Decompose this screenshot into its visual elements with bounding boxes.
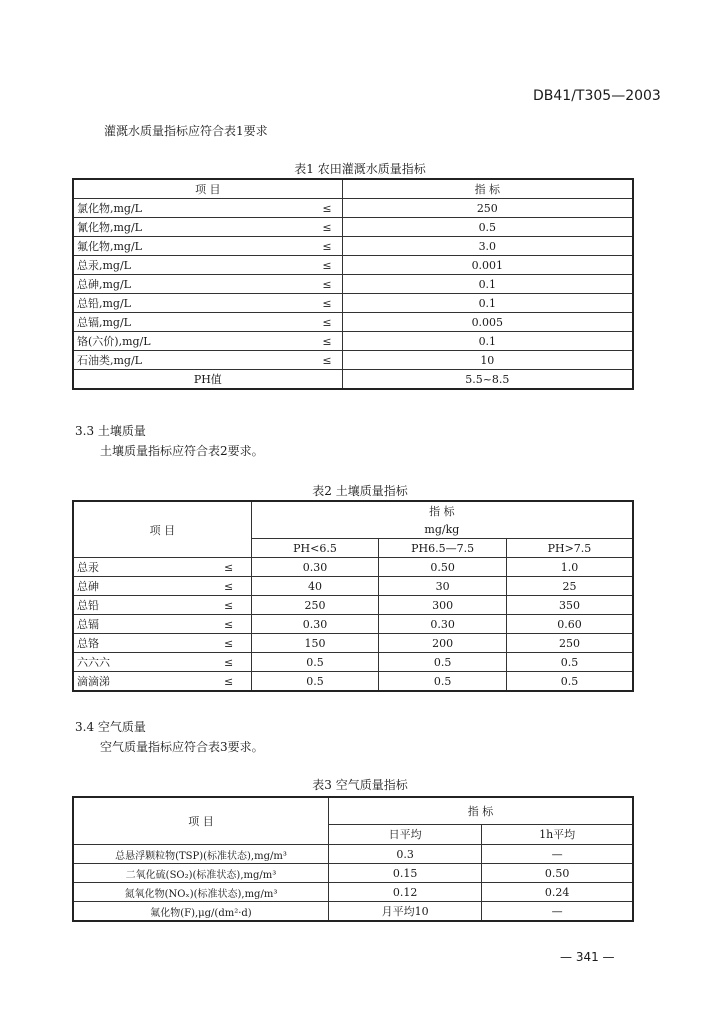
- cell-item: 总悬浮颗粒物(TSP)(标准状态),mg/m³: [73, 845, 328, 864]
- table-row: [73, 199, 633, 218]
- cell-sym: ≤: [312, 199, 342, 218]
- table-row: [73, 351, 633, 370]
- table2-caption: 表2 土壤质量指标: [312, 484, 408, 498]
- water-intro: 灌溉水质量指标应符合表1要求: [104, 124, 268, 138]
- table-row: [73, 883, 633, 902]
- air-intro: 空气质量指标应符合表3要求。: [100, 740, 264, 754]
- table1-header: [73, 179, 633, 199]
- cell-value: 0.12: [328, 883, 481, 902]
- table2-col-ph-mid: PH6.5—7.5: [379, 539, 507, 558]
- table-row: [73, 313, 633, 332]
- table-row: [73, 275, 633, 294]
- table-row: [73, 902, 633, 922]
- soil-intro: 土壤质量指标应符合表2要求。: [100, 444, 264, 458]
- table-row: [73, 370, 633, 390]
- table2-unit: mg/kg: [251, 520, 633, 539]
- cell-item: 总铅,mg/L: [73, 294, 312, 313]
- cell-value: 0.15: [328, 864, 481, 883]
- cell-sym: ≤: [312, 218, 342, 237]
- cell-item: 氟化物,mg/L: [73, 237, 312, 256]
- cell-item: 总砷,mg/L: [73, 275, 312, 294]
- cell-value: 40: [251, 577, 379, 596]
- cell-value: 0.50: [379, 558, 507, 577]
- cell-value: 5.5~8.5: [342, 370, 633, 390]
- cell-value: 10: [342, 351, 633, 370]
- cell-sym: ≤: [206, 615, 251, 634]
- cell-value: 0.24: [482, 883, 633, 902]
- cell-sym: ≤: [312, 237, 342, 256]
- cell-sym: ≤: [312, 351, 342, 370]
- cell-item: 六六六: [73, 653, 206, 672]
- cell-value: 0.5: [251, 653, 379, 672]
- air-heading: 3.4 空气质量: [75, 720, 146, 734]
- table1: [72, 178, 634, 390]
- cell-value: 0.1: [342, 294, 633, 313]
- table-row: [73, 256, 633, 275]
- cell-value: 0.30: [379, 615, 507, 634]
- cell-item: 氰化物,mg/L: [73, 218, 312, 237]
- cell-value: 0.1: [342, 332, 633, 351]
- table-row: [73, 615, 633, 634]
- cell-value: 0.005: [342, 313, 633, 332]
- table-row: [73, 653, 633, 672]
- cell-value: 25: [506, 577, 633, 596]
- cell-item: 总汞,mg/L: [73, 256, 312, 275]
- cell-sym: ≤: [206, 558, 251, 577]
- cell-item: 总铬: [73, 634, 206, 653]
- cell-item: 总镉: [73, 615, 206, 634]
- cell-value: 200: [379, 634, 507, 653]
- table2-col-ph-low: PH<6.5: [251, 539, 379, 558]
- cell-sym: ≤: [312, 313, 342, 332]
- cell-value: 30: [379, 577, 507, 596]
- cell-sym: ≤: [312, 256, 342, 275]
- document-code: DB41/T305—2003: [533, 88, 661, 104]
- table3-caption: 表3 空气质量指标: [312, 778, 408, 792]
- table-row: [73, 634, 633, 653]
- table3-header-row1: [73, 797, 633, 824]
- cell-sym: ≤: [312, 275, 342, 294]
- cell-sym: ≤: [206, 577, 251, 596]
- table2: [72, 500, 634, 692]
- cell-value: 300: [379, 596, 507, 615]
- table1-caption: 表1 农田灌溉水质量指标: [294, 162, 426, 176]
- cell-item: 氟化物(F),μg/(dm²·d): [73, 902, 328, 922]
- table2-col-ph-high: PH>7.5: [506, 539, 633, 558]
- table3-col-value-title: 指 标: [328, 797, 633, 824]
- cell-value: 0.001: [342, 256, 633, 275]
- cell-item: 滴滴涕: [73, 672, 206, 692]
- cell-value: 0.30: [251, 615, 379, 634]
- cell-value: 0.50: [482, 864, 633, 883]
- table-row: [73, 596, 633, 615]
- cell-value: 0.5: [251, 672, 379, 692]
- soil-heading: 3.3 土壤质量: [75, 424, 146, 438]
- cell-value: 3.0: [342, 237, 633, 256]
- table2-header-row1: [73, 501, 633, 520]
- cell-sym: ≤: [206, 672, 251, 692]
- cell-value: 0.5: [506, 672, 633, 692]
- table-row: [73, 294, 633, 313]
- cell-value: 0.5: [379, 672, 507, 692]
- table-row: [73, 218, 633, 237]
- table1-col-item: 项 目: [73, 179, 342, 199]
- table-row: [73, 864, 633, 883]
- cell-value: 250: [506, 634, 633, 653]
- table-row: [73, 672, 633, 692]
- table3-col-daily: 日平均: [328, 824, 481, 844]
- cell-sym: ≤: [206, 634, 251, 653]
- table2-col-item: 项 目: [73, 501, 251, 558]
- table-row: [73, 332, 633, 351]
- cell-value: 0.30: [251, 558, 379, 577]
- cell-item: 总汞: [73, 558, 206, 577]
- cell-item: 石油类,mg/L: [73, 351, 312, 370]
- cell-sym: ≤: [206, 596, 251, 615]
- table3-col-item: 项 目: [73, 797, 328, 845]
- cell-item: 氯化物,mg/L: [73, 199, 312, 218]
- cell-value: 250: [342, 199, 633, 218]
- table3: [72, 796, 634, 922]
- cell-sym: ≤: [206, 653, 251, 672]
- cell-value: 月平均10: [328, 902, 481, 922]
- table-row: [73, 237, 633, 256]
- cell-value: 0.60: [506, 615, 633, 634]
- cell-value: 0.5: [379, 653, 507, 672]
- cell-value: —: [482, 845, 633, 864]
- cell-value: 350: [506, 596, 633, 615]
- cell-value: 150: [251, 634, 379, 653]
- table-row: [73, 558, 633, 577]
- cell-value: 0.5: [342, 218, 633, 237]
- table-row: [73, 577, 633, 596]
- cell-value: 0.3: [328, 845, 481, 864]
- cell-item: 总砷: [73, 577, 206, 596]
- table-row: [73, 845, 633, 864]
- cell-item: 氮氧化物(NOₓ)(标准状态),mg/m³: [73, 883, 328, 902]
- table3-col-hourly: 1h平均: [482, 824, 633, 844]
- cell-sym: ≤: [312, 332, 342, 351]
- cell-sym: ≤: [312, 294, 342, 313]
- cell-value: 0.5: [506, 653, 633, 672]
- table2-col-value-title: 指 标: [251, 501, 633, 520]
- table1-col-value: 指 标: [342, 179, 633, 199]
- cell-value: —: [482, 902, 633, 922]
- page-number: — 341 —: [560, 950, 615, 964]
- cell-value: 0.1: [342, 275, 633, 294]
- cell-item: 铬(六价),mg/L: [73, 332, 312, 351]
- cell-item: 总铅: [73, 596, 206, 615]
- cell-value: 250: [251, 596, 379, 615]
- cell-item: 总镉,mg/L: [73, 313, 312, 332]
- cell-value: 1.0: [506, 558, 633, 577]
- cell-item: PH值: [73, 370, 342, 390]
- cell-item: 二氧化硫(SO₂)(标准状态),mg/m³: [73, 864, 328, 883]
